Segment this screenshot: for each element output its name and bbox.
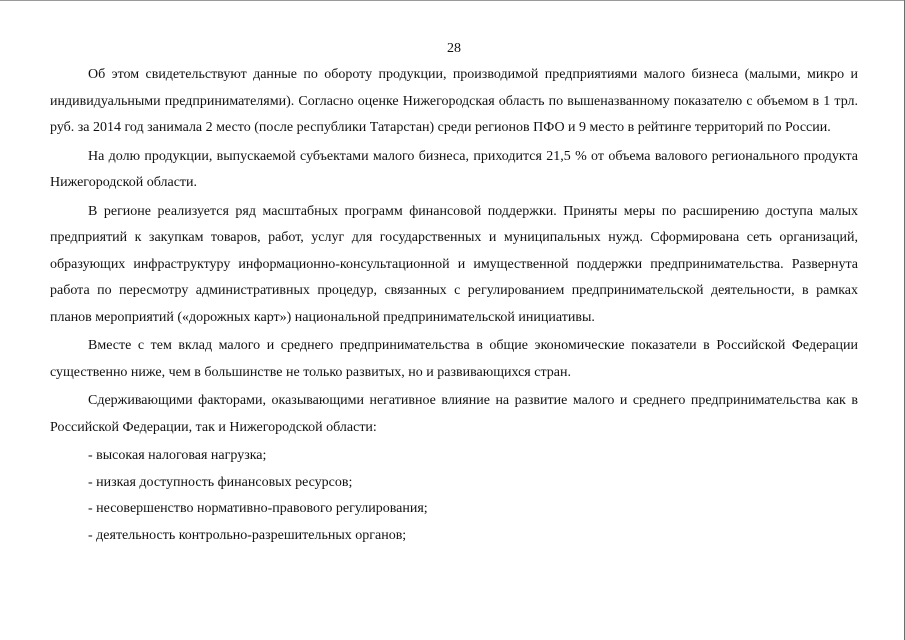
paragraph-turnover: Об этом свидетельствуют данные по обороту продукции, производимой предприятиями малого бизнеса (малыми, микро и индивидуальными предпринимателями). Согласно оценке Нижегородская область по вышеназванному показателю с объемом в 1 трл. руб. за 2014 год занимала 2 место (после республики Татарстан) среди регионов ПФО и 9 место в рейтинге территорий по России.: [50, 67, 858, 135]
paragraph-grp-share: На долю продукции, выпускаемой субъектами малого бизнеса, приходится 21,5 % от объема валового регионального продукта Нижегородской области.: [50, 148, 858, 190]
paragraph-support-programs: В регионе реализуется ряд масштабных программ финансовой поддержки. Приняты меры по расширению доступа малых предприятий к закупкам товаров, работ, услуг для государственных и муниципальных нужд. Сформирована сеть организаций, образующих инфраструктуру информационно-консультационной и имущественной поддержки предпринимательства. Развернута работа по пересмотру административных процедур, связанных с регулированием предпринимательской деятельности, в рамках планов мероприятий («дорожных карт») национальной предпринимательской инициативы.: [50, 203, 858, 325]
list-item: - низкая доступность финансовых ресурсов;: [88, 474, 353, 490]
paragraph-contribution: Вместе с тем вклад малого и среднего предпринимательства в общие экономические показатели в Российской Федерации существенно ниже, чем в большинстве не только развитых, но и развивающихся стран.: [50, 338, 858, 380]
constraints-list: [50, 443, 858, 549]
list-item: - деятельность контрольно-разрешительных органов;: [88, 527, 407, 543]
list-item: - несовершенство нормативно-правового регулирования;: [88, 501, 428, 516]
page-number: 28: [447, 41, 461, 56]
paragraph-constraints: Сдерживающими факторами, оказывающими негативное влияние на развитие малого и среднего предпринимательства как в Российской Федерации, так и Нижегородской области:: [50, 393, 858, 435]
document-page: [50, 40, 858, 549]
list-item: - высокая налоговая нагрузка;: [88, 448, 267, 463]
scan-border-top: [0, 0, 905, 1]
